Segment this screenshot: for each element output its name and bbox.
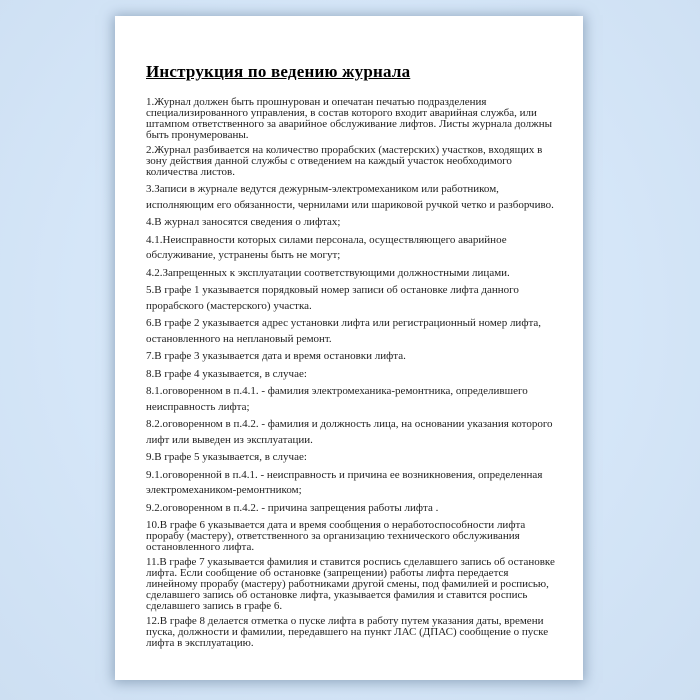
paragraph: 5.В графе 1 указывается порядковый номер записи об остановке лифта данного прорабского (мастерского) участка. <box>146 284 519 312</box>
document-body <box>146 97 555 649</box>
paragraph: 11.В графе 7 указывается фамилия и ставится роспись сделавшего запись об остановке лифта. Если сообщение об остановке (запрещении) работы лифта передается линейному прорабу (мастеру) работниками другой смены, под фамилией и росписью, сделавшего запись об остановке лифта, указывается фамилия и ставится роспись сделавшего запись в графе 6. <box>146 556 555 612</box>
paragraph: 2.Журнал разбивается на количество прорабских (мастерских) участков, входящих в зону действия данной службы с отведением на каждый участок необходимого количества листов. <box>146 144 543 178</box>
document-title: Инструкция по ведению журнала <box>146 62 411 81</box>
paragraph: 10.В графе 6 указывается дата и время сообщения о неработоспособности лифта прорабу (мастеру), ответственного за организацию технического обслуживания остановленного лифта. <box>146 519 526 553</box>
paragraph: 6.В графе 2 указывается адрес установки лифта или регистрационный номер лифта, остановленного на неплановый ремонт. <box>146 317 542 345</box>
paragraph: 8.2.оговоренном в п.4.2. - фамилия и должность лица, на основании указания которого лифт или выведен из эксплуатации. <box>146 418 553 446</box>
paragraph: 8.В графе 4 указывается, в случае: <box>146 367 307 380</box>
paragraph: 4.1.Неисправности которых силами персонала, осуществляющего аварийное обслуживание, устранены быть не могут; <box>146 233 507 261</box>
paragraph: 4.2.Запрещенных к эксплуатации соответствующими должностными лицами. <box>146 266 510 279</box>
paragraph: 8.1.оговоренном в п.4.1. - фамилия электромеханика-ремонтника, определившего неисправность лифта; <box>146 385 528 413</box>
paragraph: 1.Журнал должен быть прошнурован и опечатан печатью подразделения специализированного управления, в состав которого входит аварийная служба, или штампом ответственного за аварийное обслуживание лифтов. Листы журнала должны быть пронумерованы. <box>146 96 553 141</box>
paragraph: 3.Записи в журнале ведутся дежурным-электромехаником или работником, исполняющим его обязанности, чернилами или шариковой ручкой четко и разборчиво. <box>146 183 554 211</box>
paragraph: 7.В графе 3 указывается дата и время остановки лифта. <box>146 350 406 362</box>
paragraph: 12.В графе 8 делается отметка о пуске лифта в работу путем указания даты, времени пуска, должности и фамилии, передавшего на пункт ЛАС (ДПАС) сообщение о пуске лифта в эксплуатацию. <box>146 615 549 649</box>
paragraph: 4.В журнал заносятся сведения о лифтах; <box>146 216 341 228</box>
paragraph: 9.2.оговоренном в п.4.2. - причина запрещения работы лифта . <box>146 501 439 514</box>
paragraph: 9.В графе 5 указывается, в случае: <box>146 451 307 463</box>
document-page <box>115 16 583 680</box>
paragraph: 9.1.оговоренной в п.4.1. - неисправность и причина ее возникновения, определенная электромехаником-ремонтником; <box>146 468 543 496</box>
